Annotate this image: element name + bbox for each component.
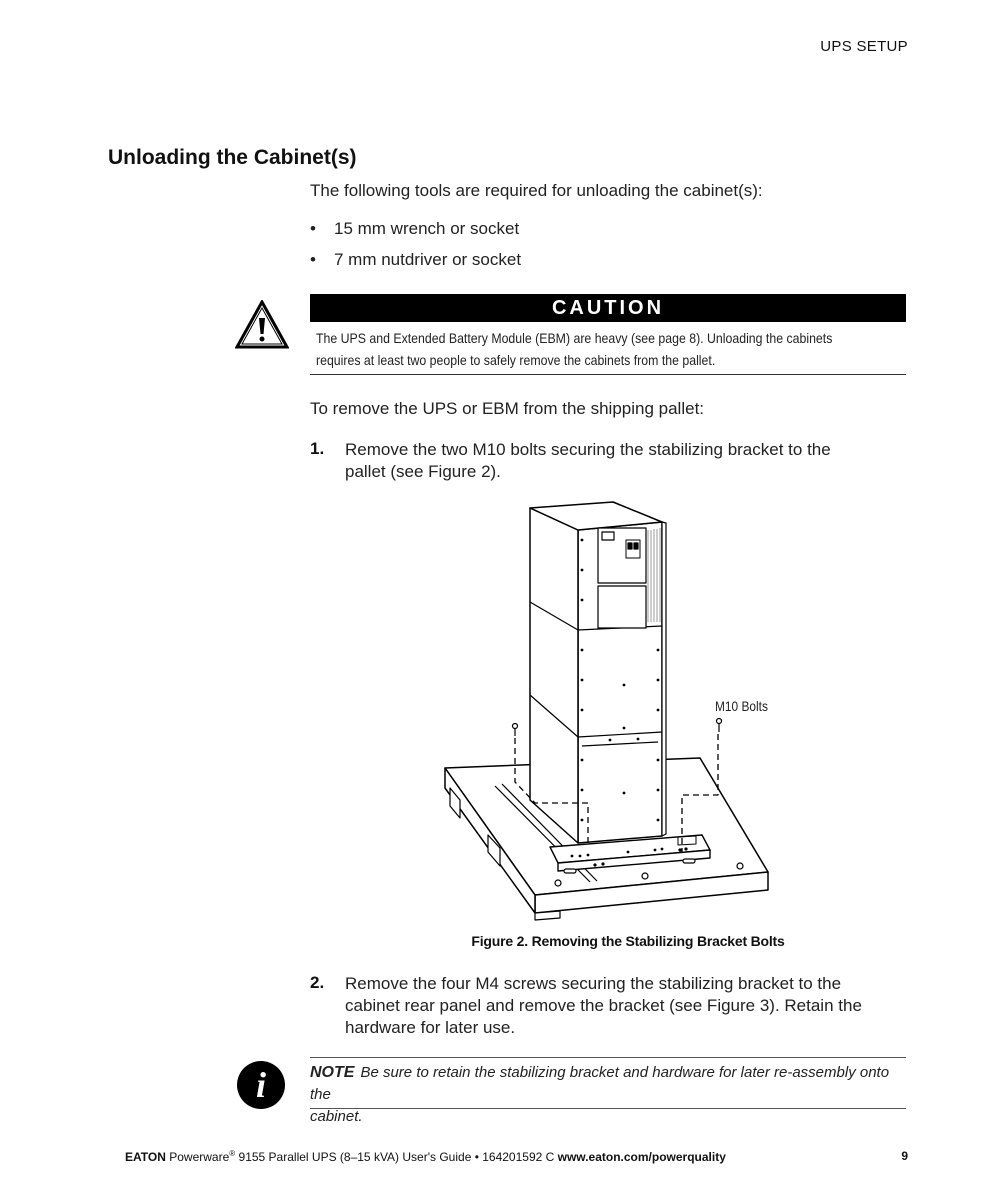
note-text <box>310 1062 906 1128</box>
caution-text <box>316 327 906 371</box>
page-number: 9 <box>901 1149 908 1163</box>
footer-registered-mark: ® <box>229 1149 236 1158</box>
info-icon: i <box>237 1061 285 1109</box>
step-1 <box>310 439 324 459</box>
step-2 <box>310 973 324 993</box>
page-footer <box>125 1149 726 1164</box>
caution-line: requires at least two people to safely remove the cabinets from the pallet. <box>316 352 716 368</box>
bullet-icon: • <box>310 219 316 238</box>
footer-url: www.eaton.com/powerquality <box>557 1150 726 1164</box>
running-header: UPS SETUP <box>820 38 908 55</box>
step-line: Remove the two M10 bolts securing the stabilizing bracket to the <box>345 440 831 459</box>
tools-intro: The following tools are required for unloading the cabinet(s): <box>310 181 763 200</box>
tool-label: 7 mm nutdriver or socket <box>334 250 522 269</box>
figure-caption: Figure 2. Removing the Stabilizing Bracket Bolts <box>471 933 785 949</box>
section-title: Unloading the Cabinet(s) <box>108 146 357 169</box>
note-line: cabinet. <box>310 1108 363 1125</box>
procedure-intro: To remove the UPS or EBM from the shipping pallet: <box>310 399 705 418</box>
figure-callout-label: M10 Bolts <box>715 698 768 714</box>
step-line: pallet (see Figure 2). <box>345 462 501 481</box>
step-line: cabinet rear panel and remove the bracket (see Figure 3). Retain the <box>345 996 862 1015</box>
tool-list-item <box>310 250 521 270</box>
note-top-divider <box>310 1057 906 1058</box>
caution-banner: CAUTION <box>310 294 906 322</box>
note-line: Be sure to retain the stabilizing bracket and hardware for later re-assembly onto the <box>310 1064 890 1103</box>
warning-triangle-icon <box>235 300 289 355</box>
footer-product: Powerware <box>169 1150 230 1164</box>
tool-list-item <box>310 219 519 239</box>
caution-line: The UPS and Extended Battery Module (EBM) are heavy (see page 8). Unloading the cabinets <box>316 330 833 346</box>
note-label: NOTE <box>310 1064 355 1081</box>
footer-brand: EATON <box>125 1150 166 1164</box>
caution-divider <box>310 374 906 375</box>
bullet-icon: • <box>310 250 316 269</box>
step-number: 2. <box>310 973 325 992</box>
tool-label: 15 mm wrench or socket <box>334 219 520 238</box>
step-line: hardware for later use. <box>345 1018 516 1037</box>
note-bottom-divider <box>310 1108 906 1109</box>
step-number: 1. <box>310 439 325 458</box>
step-1-text <box>345 439 915 483</box>
step-line: Remove the four M4 screws securing the stabilizing bracket to the <box>345 974 842 993</box>
step-2-text <box>345 973 920 1039</box>
footer-guide: 9155 Parallel UPS (8–15 kVA) User's Guide • 164201592 C <box>235 1150 558 1164</box>
figure-2-illustration <box>440 500 780 930</box>
